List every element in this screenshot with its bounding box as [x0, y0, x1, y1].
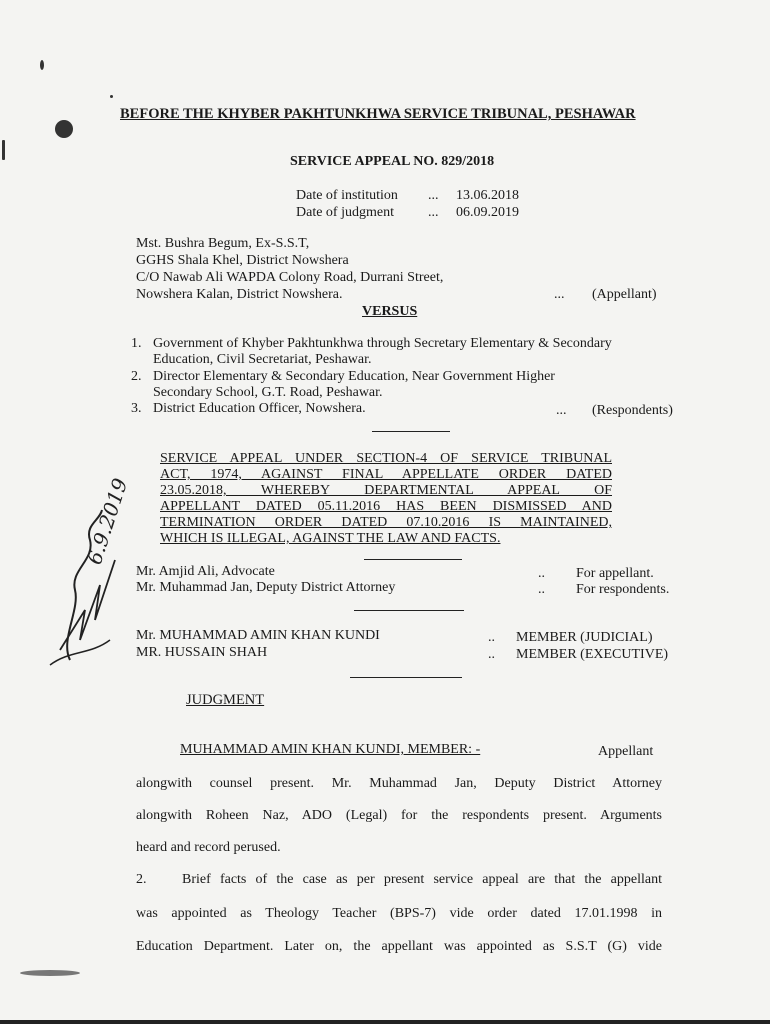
institution-date: 13.06.2018 [456, 188, 519, 203]
handwritten-date: 6.9.2019 [82, 475, 133, 568]
scan-mark [20, 970, 80, 976]
dots: .. [488, 630, 495, 645]
respondent-number: 2. [131, 369, 142, 384]
subject-line: ACT, 1974, AGAINST FINAL APPELLATE ORDER DATED [160, 467, 612, 482]
appellant-line: C/O Nawab Ali WAPDA Colony Road, Durrani Street, [136, 270, 444, 285]
tribunal-title: BEFORE THE KHYBER PAKHTUNKHWA SERVICE TRIBUNAL, PESHAWAR [120, 106, 636, 122]
respondent-line: Education, Civil Secretariat, Peshawar. [153, 352, 372, 367]
paragraph-start: Appellant [598, 744, 654, 759]
subject-line: 23.05.2018, WHEREBY DEPARTMENTAL APPEAL OF [160, 483, 612, 498]
dots: ... [428, 205, 439, 220]
respondent-line: District Education Officer, Nowshera. [153, 401, 366, 416]
judgment-heading: JUDGMENT [186, 692, 265, 708]
subject-line: WHICH IS ILLEGAL, AGAINST THE LAW AND FACTS. [160, 531, 501, 546]
dots: .. [538, 566, 545, 581]
appellant-line: GGHS Shala Khel, District Nowshera [136, 253, 349, 268]
dots: .. [488, 647, 495, 662]
appellant-line: Mst. Bushra Begum, Ex-S.S.T, [136, 236, 310, 251]
divider [364, 559, 462, 560]
counsel-name: Mr. Amjid Ali, Advocate [136, 564, 275, 579]
bench-member-role: MEMBER (JUDICIAL) [516, 630, 653, 645]
subject-line: APPELLANT DATED 05.11.2016 HAS BEEN DISMISSED AND [160, 499, 612, 514]
paragraph-line: was appointed as Theology Teacher (BPS-7) vide order dated 17.01.1998 in [136, 906, 662, 921]
counsel-role: For respondents. [576, 582, 670, 597]
respondents-role: (Respondents) [592, 403, 673, 418]
bench-member-name: MR. HUSSAIN SHAH [136, 645, 268, 660]
paragraph-line: alongwith Roheen Naz, ADO (Legal) for the respondents present. Arguments [136, 808, 662, 823]
scan-mark [2, 140, 5, 160]
paragraph-number: 2. [136, 872, 147, 887]
bench-member-role: MEMBER (EXECUTIVE) [516, 647, 669, 662]
bench-member-name: Mr. MUHAMMAD AMIN KHAN KUNDI [136, 628, 380, 643]
respondent-number: 1. [131, 336, 142, 351]
counsel-role: For appellant. [576, 566, 654, 581]
dots: ... [554, 287, 565, 302]
respondent-line: Director Elementary & Secondary Education, Near Government Higher [153, 369, 555, 384]
divider [350, 677, 462, 678]
judgment-date: 06.09.2019 [456, 205, 519, 220]
paragraph-line: alongwith counsel present. Mr. Muhammad Jan, Deputy District Attorney [136, 776, 662, 791]
subject-line: TERMINATION ORDER DATED 07.10.2016 IS MAINTAINED, [160, 515, 612, 530]
subject-line: SERVICE APPEAL UNDER SECTION-4 OF SERVICE TRIBUNAL [160, 451, 612, 466]
dots: ... [556, 403, 567, 418]
scan-mark [110, 95, 113, 98]
scan-mark [55, 120, 73, 138]
paragraph-line: Brief facts of the case as per present service appeal are that the appellant [182, 872, 662, 887]
respondent-line: Secondary School, G.T. Road, Peshawar. [153, 385, 383, 400]
paragraph-line: Education Department. Later on, the appellant was appointed as S.S.T (G) vide [136, 939, 662, 954]
appeal-number: SERVICE APPEAL NO. 829/2018 [290, 154, 495, 169]
divider [372, 431, 450, 432]
scan-edge [0, 1020, 770, 1024]
judgment-label: Date of judgment [296, 205, 394, 220]
versus-heading: VERSUS [362, 304, 418, 319]
counsel-name: Mr. Muhammad Jan, Deputy District Attorney [136, 580, 396, 595]
respondent-number: 3. [131, 401, 142, 416]
scan-mark [40, 60, 44, 70]
dots: .. [538, 582, 545, 597]
institution-label: Date of institution [296, 188, 398, 203]
respondent-line: Government of Khyber Pakhtunkhwa through Secretary Elementary & Secondary [153, 336, 612, 351]
appellant-line: Nowshera Kalan, District Nowshera. [136, 287, 343, 302]
appellant-role: (Appellant) [592, 287, 657, 302]
judgment-author: MUHAMMAD AMIN KHAN KUNDI, MEMBER: - [180, 742, 481, 757]
dots: ... [428, 188, 439, 203]
paragraph-line: heard and record perused. [136, 840, 281, 855]
divider [354, 610, 464, 611]
